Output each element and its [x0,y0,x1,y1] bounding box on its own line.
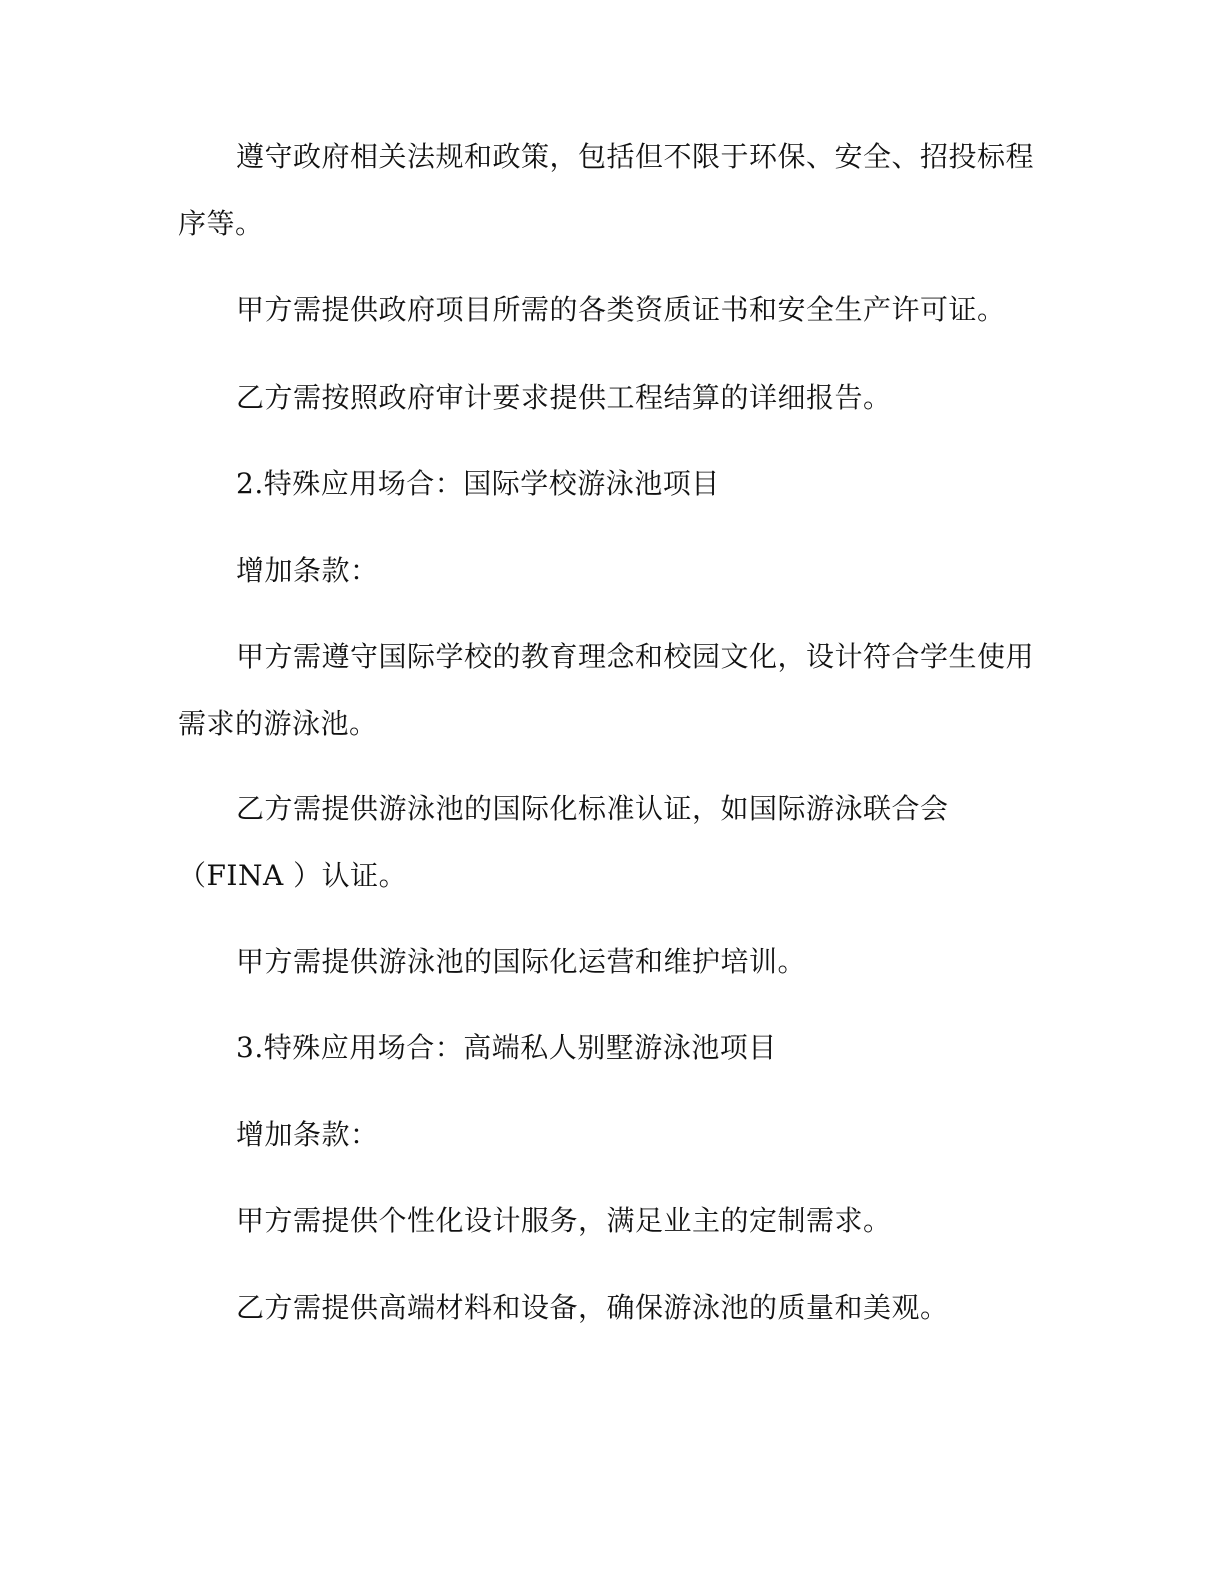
paragraph-line: 序等。 [178,207,264,240]
paragraph-line: 乙方需提供高端材料和设备，确保游泳池的质量和美观。 [236,1291,949,1324]
paragraph-line: 遵守政府相关法规和政策，包括但不限于环保、安全、招投标程 [236,140,1035,173]
section-heading: 3.特殊应用场合：高端私人别墅游泳池项目 [236,1031,777,1064]
paragraph-line: 增加条款： [236,554,379,587]
paragraph-line: 需求的游泳池。 [178,707,378,740]
paragraph-line: 增加条款： [236,1118,379,1151]
paragraph-line: （FINA ）认证。 [178,859,408,892]
paragraph-line: 乙方需按照政府审计要求提供工程结算的详细报告。 [236,381,892,414]
section-heading: 2.特殊应用场合：国际学校游泳池项目 [236,467,720,500]
paragraph-line: 甲方需遵守国际学校的教育理念和校园文化，设计符合学生使用 [236,640,1035,673]
paragraph-line: 乙方需提供游泳池的国际化标准认证，如国际游泳联合会 [236,792,949,825]
paragraph-line: 甲方需提供政府项目所需的各类资质证书和安全生产许可证。 [236,293,1006,326]
paragraph-line: 甲方需提供个性化设计服务，满足业主的定制需求。 [236,1204,892,1237]
paragraph-line: 甲方需提供游泳池的国际化运营和维护培训。 [236,945,807,978]
